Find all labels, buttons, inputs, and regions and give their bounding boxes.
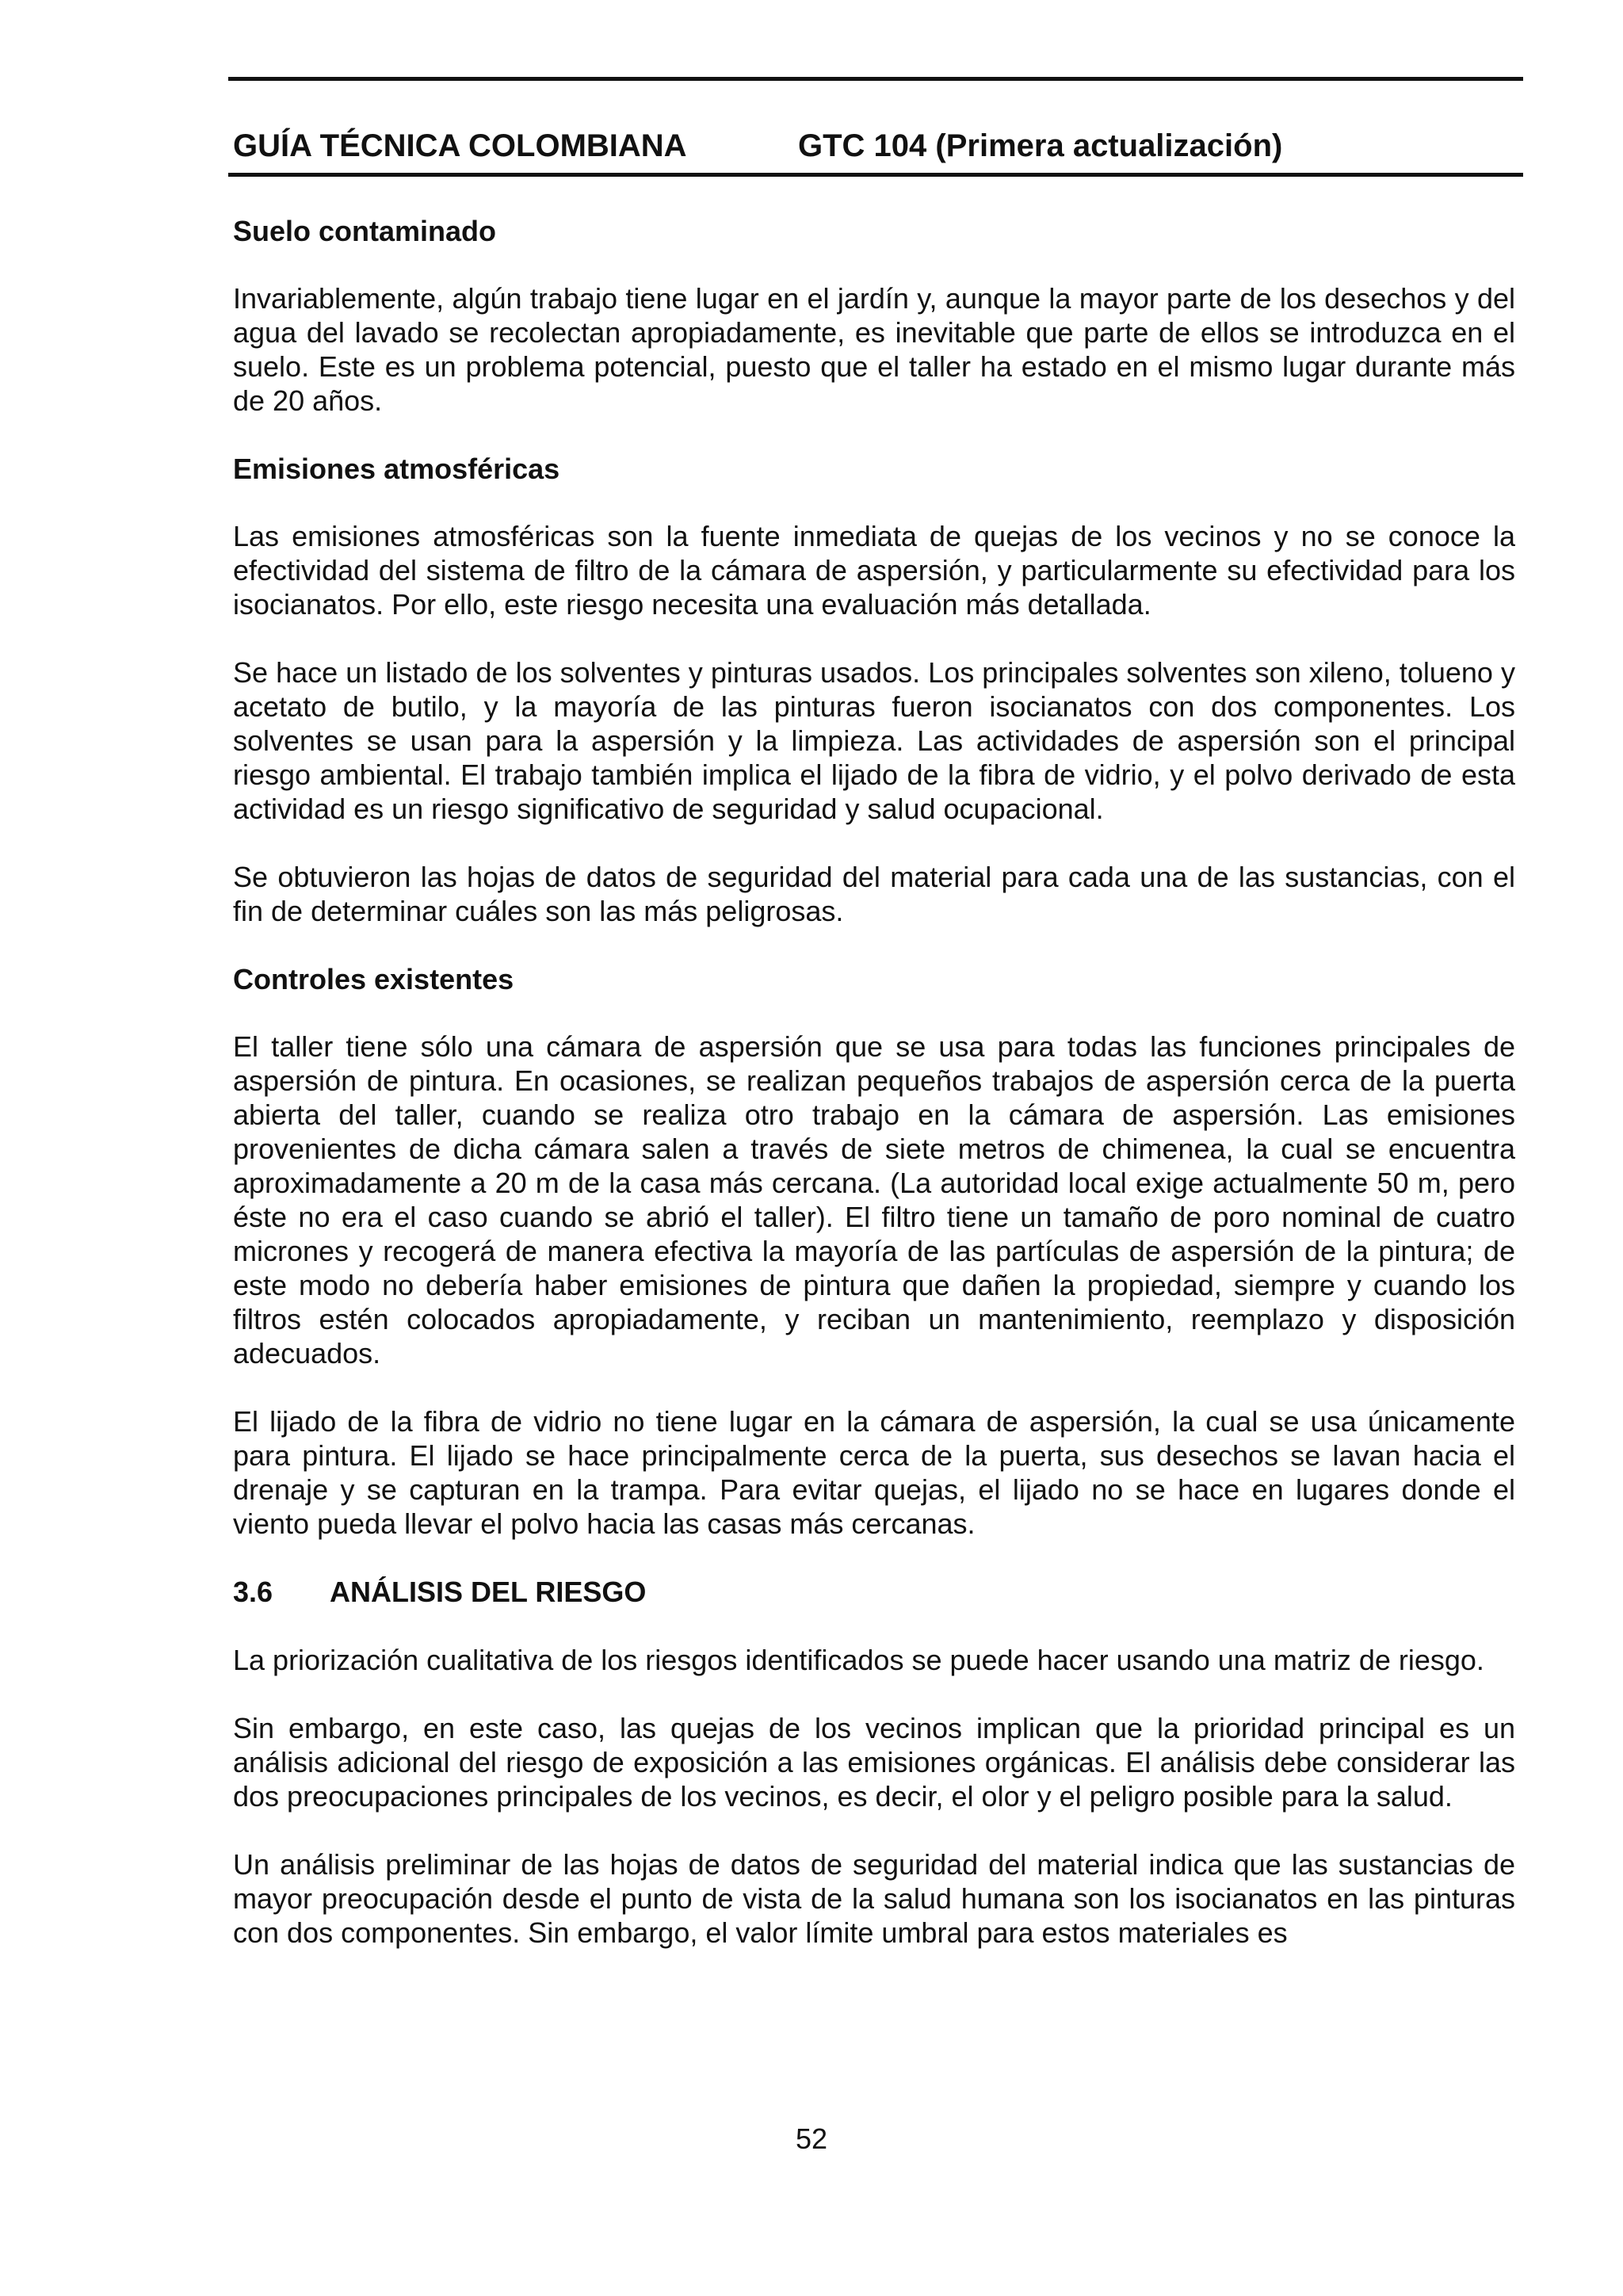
- paragraph: Las emisiones atmosféricas son la fuente inmediata de quejas de los vecinos y no se conoce la efectividad del sistema de filtro de la cámara de aspersión, y particularmente su efectividad para los isocianatos. Por ello, este riesgo necesita una evaluación más detallada.: [233, 520, 1515, 621]
- paragraph: Se obtuvieron las hojas de datos de seguridad del material para cada una de las sustancias, con el fin de determinar cuáles son las más peligrosas.: [233, 861, 1515, 927]
- header-document-code: GTC 104 (Primera actualización): [798, 128, 1283, 163]
- paragraph: Invariablemente, algún trabajo tiene lugar en el jardín y, aunque la mayor parte de los desechos y del agua del lavado se recolectan apropiadamente, es inevitable que parte de ellos se introduzca en el suelo. Este es un problema potencial, puesto que el taller ha estado en el mismo lugar durante más de 20 años.: [233, 282, 1515, 417]
- page-number: 52: [795, 2122, 828, 2155]
- heading-emisiones-atmosfericas: Emisiones atmosféricas: [233, 453, 560, 485]
- page-footer: [0, 2122, 1623, 2156]
- paragraph: El taller tiene sólo una cámara de aspersión que se usa para todas las funciones principales de aspersión de pintura. En ocasiones, se realizan pequeños trabajos de aspersión cerca de la puerta abierta del taller, cuando se realiza otro trabajo en la cámara de aspersión. Las emisiones provenientes de dicha cámara salen a través de siete metros de chimenea, la cual se encuentra aproximadamente a 20 m de la casa más cercana. (La autoridad local exige actualmente 50 m, pero éste no era el caso cuando se abrió el taller). El filtro tiene un tamaño de poro nominal de cuatro micrones y recogerá de manera efectiva la mayoría de las partículas de aspersión de la pintura; de este modo no debería haber emisiones de pintura que dañen la propiedad, siempre y cuando los filtros estén colocados apropiadamente, y reciban un mantenimiento, reemplazo y disposición adecuados.: [233, 1030, 1515, 1370]
- heading-suelo-contaminado: Suelo contaminado: [233, 215, 497, 247]
- top-rule: [228, 77, 1523, 81]
- paragraph: Se hace un listado de los solventes y pinturas usados. Los principales solventes son xileno, tolueno y acetato de butilo, y la mayoría de las pinturas fueron isocianatos con dos componentes. Los solventes se usan para la aspersión y la limpieza. Las actividades de aspersión son el principal riesgo ambiental. El trabajo también implica el lijado de la fibra de vidrio, y el polvo derivado de esta actividad es un riesgo significativo de seguridad y salud ocupacional.: [233, 656, 1515, 825]
- paragraph: La priorización cualitativa de los riesgos identificados se puede hacer usando una matriz de riesgo.: [233, 1644, 1484, 1676]
- heading-controles-existentes: Controles existentes: [233, 963, 514, 995]
- header-guide-title: GUÍA TÉCNICA COLOMBIANA: [233, 128, 687, 163]
- section-number: 3.6: [233, 1576, 273, 1608]
- section-heading-analisis-riesgo: [233, 1575, 1515, 1609]
- header-rule: [228, 173, 1523, 177]
- paragraph: Un análisis preliminar de las hojas de datos de seguridad del material indica que las sustancias de mayor preocupación desde el punto de vista de la salud humana son los isocianatos en las pinturas con dos componentes. Sin embargo, el valor límite umbral para estos materiales es: [233, 1848, 1515, 1949]
- paragraph: El lijado de la fibra de vidrio no tiene lugar en la cámara de aspersión, la cual se usa únicamente para pintura. El lijado se hace principalmente cerca de la puerta, sus desechos se lavan hacia el drenaje y se capturan en la trampa. Para evitar quejas, el lijado no se hace en lugares donde el viento pueda llevar el polvo hacia las casas más cercanas.: [233, 1405, 1515, 1540]
- section-title: ANÁLISIS DEL RIESGO: [330, 1576, 647, 1608]
- page-content: [233, 214, 1515, 1984]
- paragraph: Sin embargo, en este caso, las quejas de los vecinos implican que la prioridad principal es un análisis adicional del riesgo de exposición a las emisiones orgánicas. El análisis debe considerar las dos preocupaciones principales de los vecinos, es decir, el olor y el peligro posible para la salud.: [233, 1712, 1515, 1813]
